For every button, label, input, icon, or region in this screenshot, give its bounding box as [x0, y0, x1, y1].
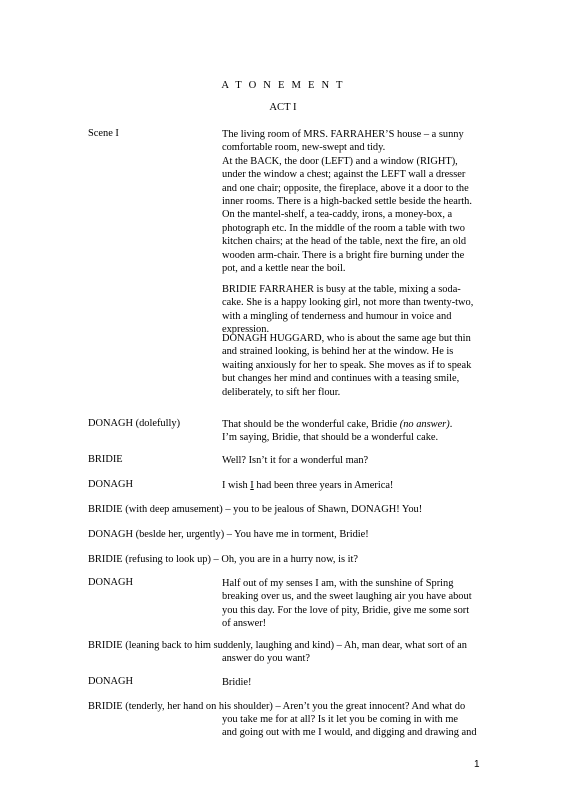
- dialogue-line-full: BRIDIE (leaning back to him suddenly, laughing and kind) – Ah, man dear, what sort of an: [88, 640, 467, 651]
- page-number: 1: [474, 759, 480, 770]
- dialogue-text: of answer!: [222, 618, 267, 630]
- text-line: cake. She is a happy looking girl, not more than twenty-two,: [222, 297, 474, 309]
- dialogue-text: I’m saying, Bridie, that should be a wonderful cake.: [222, 432, 439, 444]
- text-line: comfortable room, new-swept and tidy.: [222, 142, 386, 154]
- dialogue-line: [222, 479, 393, 492]
- text-line: pot, and a kettle near the boil.: [222, 263, 346, 275]
- speaker-label: DONAGH: [88, 676, 134, 687]
- dialogue-text: Half out of my senses I am, with the sunshine of Spring: [222, 578, 454, 589]
- text-line: and one chair; opposite, the fireplace, above it a door to the: [222, 182, 469, 194]
- dialogue-line: Well? Isn’t it for a wonderful man?: [222, 455, 369, 466]
- dialogue-text: and going out with me I would, and digging and drawing and: [222, 727, 477, 739]
- text-line: kitchen chairs; at the head of the table, next the fire, an old: [222, 236, 467, 248]
- text-line: under the window a chest; against the LEFT wall a dresser: [222, 169, 466, 181]
- dialogue-line-full: BRIDIE (with deep amusement) – you to be jealous of Shawn, DONAGH! You!: [88, 504, 423, 515]
- text-line: with a mingling of tenderness and humour in voice and: [222, 310, 452, 322]
- dialogue-text-underlined: I: [250, 480, 254, 491]
- speaker-label: DONAGH (dolefully): [88, 418, 181, 429]
- dialogue-line-full: BRIDIE (tenderly, her hand on his shoulder) – Aren’t you the great innocent? And what do: [88, 701, 466, 712]
- dialogue-line-full: DONAGH (beslde her, urgently) – You have me in torment, Bridie!: [88, 529, 369, 540]
- text-line: On the mantel-shelf, a tea-caddy, irons, a money-box, a: [222, 209, 453, 221]
- text-line: wooden arm-chair. There is a bright fire burning under the: [222, 249, 465, 261]
- dialogue-continuation: answer do you want?: [222, 653, 311, 664]
- play-title: A T O N E M E N T: [221, 80, 345, 91]
- dialogue-line: Bridie!: [222, 677, 252, 688]
- text-line: inner rooms. There is a high-backed settle beside the hearth.: [222, 196, 472, 208]
- dialogue-text: That should be the wonderful cake, Bridie: [222, 419, 400, 430]
- dialogue-text: you this day. For the love of pity, Bridie, give me some sort: [222, 604, 470, 616]
- stage-direction-donagh: [222, 332, 490, 399]
- text-line: The living room of MRS. FARRAHER’S house – a sunny: [222, 129, 464, 140]
- text-line: DONAGH HUGGARD, who is about the same age but thin: [222, 333, 471, 344]
- stage-aside: (no answer): [399, 419, 450, 430]
- speaker-label: DONAGH: [88, 479, 134, 490]
- text-line: BRIDIE FARRAHER is busy at the table, mixing a soda-: [222, 284, 461, 295]
- dialogue-text: breaking over us, and the sweet laughing air you have about: [222, 591, 472, 603]
- speaker-label: BRIDIE: [88, 454, 123, 465]
- text-line: waiting anxiously for her to speak. She moves as if to speak: [222, 359, 472, 371]
- dialogue-block: [222, 577, 472, 631]
- dialogue-text: you take me for at all? Is it let you be coming in with me: [222, 714, 459, 725]
- text-line: expression.: [222, 324, 270, 336]
- dialogue-text: .: [449, 419, 453, 430]
- text-line: but changes her mind and continues with a teasing smile,: [222, 373, 460, 385]
- stage-direction-setting: [222, 128, 490, 275]
- speaker-label: DONAGH: [88, 577, 134, 588]
- scene-label: Scene I: [88, 128, 119, 139]
- stage-direction-bridie: [222, 283, 490, 337]
- text-line: At the BACK, the door (LEFT) and a window (RIGHT),: [222, 155, 458, 167]
- dialogue-text: had been three years in America!: [253, 480, 394, 491]
- text-line: deliberately, to sift her flour.: [222, 386, 341, 398]
- dialogue-continuation: [222, 713, 477, 740]
- dialogue-line: [222, 418, 452, 445]
- text-line: and strained looking, is behind her at the window. He is: [222, 346, 454, 358]
- dialogue-text: I wish: [222, 480, 251, 491]
- act-heading: ACT I: [269, 102, 297, 113]
- dialogue-line-full: BRIDIE (refusing to look up) – Oh, you are in a hurry now, is it?: [88, 554, 359, 565]
- text-line: photograph etc. In the middle of the room a table with two: [222, 222, 465, 234]
